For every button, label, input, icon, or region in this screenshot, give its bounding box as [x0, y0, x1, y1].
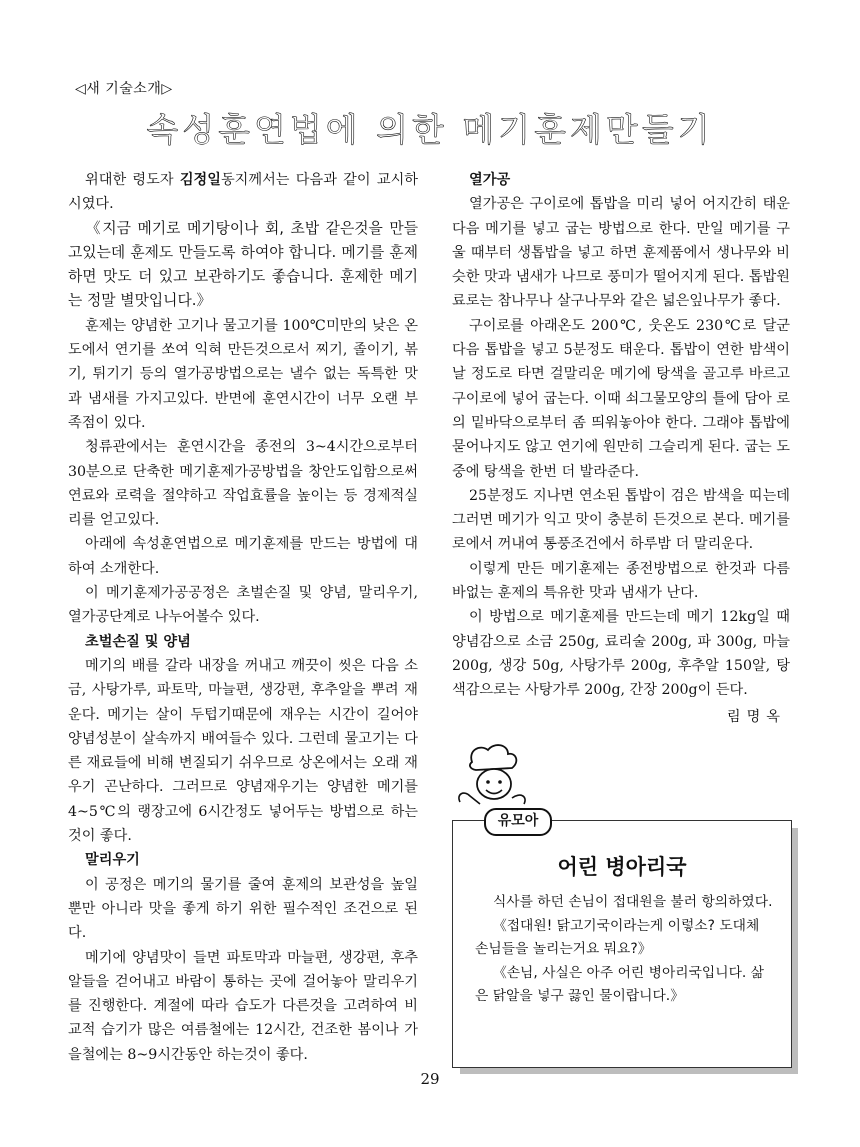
subheading-drying: 말리우기	[85, 852, 140, 869]
paragraph: 이 방법으로 메기훈제를 만드는데 메기 12kg일 때 양념감으로 소금 250g, 료리술 200g, 파 300g, 마늘 200g, 생강 50g, 사탕가루 200g, 후추알 150알, 탕색감으로는 사탕가루 200g, 간장 200g이 든다.	[452, 609, 790, 699]
author-name: 림명옥	[726, 708, 786, 725]
leader-name: 김정일	[179, 172, 221, 188]
subheading-heating: 열가공	[469, 172, 511, 188]
right-column	[452, 168, 790, 729]
paragraph: 구이로를 아래온도 200℃, 웃온도 230℃로 달군 다음 톱밥을 넣고 5분정도 태운다. 톱밥이 연한 밤색이 날 정도로 타면 걸말리운 메기에 탕색을 골고루 바르고 구이로에 넣어 굽는다. 이때 쇠그물모양의 틀에 담아 로의 밑바닥으로부터 좀 띄워놓아야 한다. 그래야 톱밥에 묻어나지도 않고 연기에 원만히 그슬리게 된다. 굽는 도중에 탕색을 한번 더 발라준다.	[452, 317, 790, 480]
intro-paragraph: 위대한 령도자 김정일동지께서는 다음과 같이 교시하시였다.	[68, 172, 418, 213]
humor-paragraph: 《접대원! 닭고기국이라는게 이렇소? 도대체 손님들을 놀리는거요 뭐요?》	[475, 917, 760, 957]
section-label: ◁새 기술소개▷	[75, 81, 173, 97]
humor-title: 어린 병아리국	[557, 855, 687, 879]
paragraph: 열가공은 구이로에 톱밥을 미리 넣어 어지간히 태운 다음 메기를 넣고 굽는 방법으로 한다. 만일 메기를 구울 때부터 생톱밥을 넣고 하면 훈제품에서 생나무와 비슷한 맛과 냄새가 나므로 풍미가 떨어지게 된다. 톱밥원료로는 참나무나 살구나무와 같은 넓은잎나무가 좋다.	[452, 196, 790, 310]
paragraph: 청류관에서는 훈연시간을 종전의 3~4시간으로부터 30분으로 단축한 메기훈제가공방법을 창안도입함으로써 연료와 로력을 절약하고 작업효률을 높이는 등 경제적실리를 얻고있다.	[68, 439, 418, 529]
left-column	[68, 168, 418, 1067]
humor-badge: 유모아	[484, 808, 552, 836]
paragraph: 메기에 양념맛이 들면 파토막과 마늘편, 생강편, 후추알들을 걷어내고 바람이 통하는 곳에 걸어놓아 말리우기를 진행한다. 계절에 따라 습도가 다른것을 고려하여 비교적 습기가 많은 여름철에는 12시간, 건조한 봄이나 가을철에는 8~9시간동안 하는것이 좋다.	[68, 949, 418, 1063]
subheading-preparation: 초벌손질 및 양념	[85, 633, 191, 650]
humor-paragraph: 《손님, 사실은 아주 어린 병아리국입니다. 삶은 닭알을 넣구 끓인 물이랍니다.》	[475, 964, 765, 1004]
humor-paragraph: 식사를 하던 손님이 접대원을 불러 항의하였다.	[492, 894, 773, 910]
paragraph: 훈제는 양념한 고기나 물고기를 100℃미만의 낮은 온도에서 연기를 쏘여 익혀 만든것으로서 찌기, 졸이기, 볶기, 튀기기 등의 열가공방법으로는 낼수 없는 독특한 맛과 냄새를 가지고있다. 반면에 훈연시간이 너무 오랜 부족점이 있다.	[68, 317, 418, 431]
paragraph: 아래에 속성훈연법으로 메기훈제를 만드는 방법에 대하여 소개한다.	[68, 536, 418, 577]
page-number: 29	[420, 1070, 440, 1088]
quote-paragraph: 《지금 메기로 메기탕이나 회, 초밥 같은것을 만들고있는데 훈제도 만들도록 하여야 합니다. 메기를 훈제하면 맛도 더 있고 보관하기도 좋습니다. 훈제한 메기는 정말 별맛입니다.》	[68, 219, 418, 310]
paragraph: 이 메기훈제가공공정은 초벌손질 및 양념, 말리우기, 열가공단계로 나누어볼수 있다.	[68, 585, 418, 626]
humor-body	[475, 891, 775, 1009]
article-title: 속성훈연법에 의한 메기훈제만들기	[146, 110, 714, 149]
humor-box	[452, 820, 792, 1068]
paragraph: 25분정도 지나면 연소된 톱밥이 검은 밤색을 띠는데 그러면 메기가 익고 맛이 충분히 든것으로 본다. 메기를 로에서 꺼내여 통풍조건에서 하루밤 더 말리운다.	[452, 487, 790, 553]
paragraph: 이렇게 만든 메기훈제는 종전방법으로 한것과 다름바없는 훈제의 특유한 맛과 냄새가 난다.	[452, 560, 790, 602]
paragraph: 메기의 배를 갈라 내장을 꺼내고 깨끗이 씻은 다음 소금, 사탕가루, 파토막, 마늘편, 생강편, 후추알을 뿌려 재운다. 메기는 살이 두텁기때문에 재우는 시간이 길어야 양념성분이 살속까지 배여들수 있다. 그런데 물고기는 다른 재료들에 비해 변질되기 쉬우므로 상온에서는 오래 재우기 곤난하다. 그러므로 양념재우기는 양념한 메기를 4~5℃의 랭장고에 6시간정도 넣어두는 방법으로 하는것이 좋다.	[68, 657, 418, 845]
paragraph: 이 공정은 메기의 물기를 줄여 훈제의 보관성을 높일뿐만 아니라 맛을 좋게 하기 위한 필수적인 조건으로 된다.	[68, 876, 418, 942]
